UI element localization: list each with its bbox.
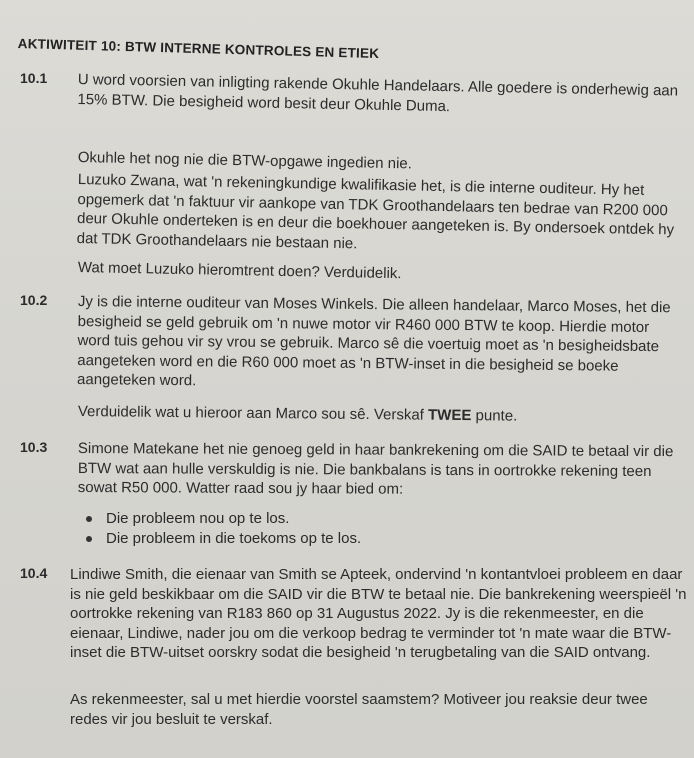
q10-3-paragraph-1: Simone Matekane het nie genoeg geld in haar bankrekening om die SAID te betaal vir die BTW wat aan hulle verskuldig is nie. Die bankbalans is tans in oortrokke rekening teen sowat R50 000. Watter raad sou jy haar bied om: bbox=[77, 440, 674, 498]
q10-4-paragraph-1: Lindiwe Smith, die eienaar van Smith se Apteek, ondervind 'n kontantvloei probleem en daar is nie geld beskikbaar om die SAID vir die BTW te betaal nie. Die bankrekening weerspieël 'n oortrokke rekening van R183 860 op 31 Augustus 2022. Jy is die rekenmeester, en die eienaar, Lindiwe, nader jou om die verkoop bedrag te verminder tot 'n mate waar die BTW-inset die BTW-uitset oorskry sodat die besigheid 'n terugbetaling van die SAID ontvang. bbox=[70, 566, 687, 661]
q10-1-question: Wat moet Luzuko hieromtrent doen? Verduidelik. bbox=[77, 258, 402, 283]
q10-2-question bbox=[78, 402, 683, 428]
q10-2-emphasis: TWEE bbox=[427, 406, 472, 425]
question-number-10-2: 10.2 bbox=[20, 292, 48, 308]
q10-2-question-end: punte. bbox=[471, 407, 518, 425]
question-number-10-1: 10.1 bbox=[20, 70, 48, 86]
q10-2-paragraph-1: Jy is die interne ouditeur van Moses Winkels. Die alleen handelaar, Marco Moses, het die besigheid se geld gebruik om 'n nuwe motor vir R460 000 BTW te koop. Hierdie motor word tuis gehou vir sy vrou se gebruik. Marco sê die voertuig moet as 'n besigheidsbate aangeteken word en die R60 000 moet as 'n BTW-inset in die besigheid se boeke aangeteken word. bbox=[76, 292, 671, 390]
q10-3-bullet-list bbox=[84, 509, 361, 549]
list-item: Die probleem in die toekoms op te los. bbox=[84, 529, 361, 549]
q10-1-paragraph-2: Okuhle het nog nie die BTW-opgawe ingedien nie. bbox=[77, 148, 413, 173]
activity-heading: AKTIWITEIT 10: BTW INTERNE KONTROLES EN ETIEK bbox=[17, 36, 380, 62]
list-item: Die probleem nou op te los. bbox=[84, 509, 361, 529]
q10-1-paragraph-1: U word voorsien van inligting rakende Okuhle Handelaars. Alle goedere is onderhewig aan 15% BTW. Die besigheid word besit deur Okuhle Duma. bbox=[77, 70, 679, 115]
question-number-10-3: 10.3 bbox=[20, 439, 48, 455]
question-number-10-4: 10.4 bbox=[20, 565, 48, 581]
q10-2-question-start: Verduidelik wat u hieroor aan Marco sou sê. Verskaf bbox=[77, 402, 429, 424]
q10-4-question: As rekenmeester, sal u met hierdie voorstel saamstem? Motiveer jou reaksie deur twee redes vir jou besluit te verskaf. bbox=[70, 691, 648, 728]
q10-1-paragraph-3: Luzuko Zwana, wat 'n rekeningkundige kwalifikasie het, is die interne ouditeur. Hy het opgemerk dat 'n faktuur vir aankope van TDK Groothandelaars ten bedrae van R200 000 deur Okuhle onderteken is en deur die boekhouer aangeteken is. By ondersoek ontdek hy dat TDK Groothandelaars nie bestaan nie. bbox=[76, 170, 675, 252]
